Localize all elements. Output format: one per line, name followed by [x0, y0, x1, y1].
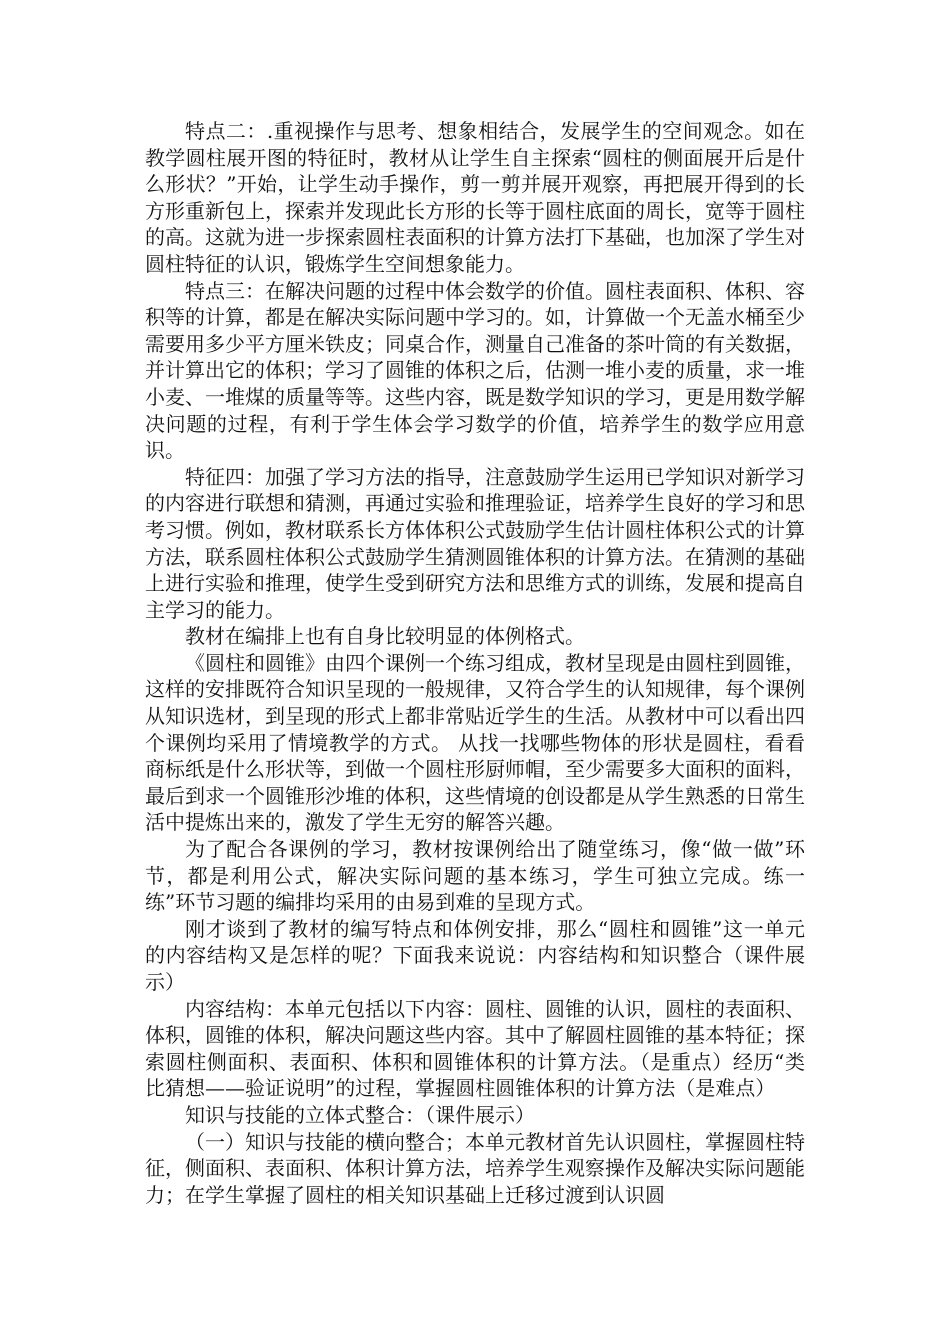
paragraph-integration-heading: 知识与技能的立体式整合：（课件展示） — [185, 1102, 535, 1127]
paragraph-lesson-structure: 《圆柱和圆锥》由四个课例一个练习组成，教材呈现是由圆柱到圆锥，这样的安排既符合知识呈现的一般规律，又符合学生的认知规律，每个课例从知识选材，到呈现的形式上都非常贴近学生的生活。从教材中可以看出四个课例均采用了情境教学的方式。 从找一找哪些物体的形状是圆柱，看看商标纸是什么形状等，到做一个圆柱形厨师帽，至少需要多大面积的面料，最后到求一个圆锥形沙堆的体积，这些情境的创设都是从学生熟悉的日常生活中提炼出来的，激发了学生无穷的解答兴趣。 — [145, 650, 805, 835]
document-page — [145, 118, 805, 1208]
paragraph-layout-format: 教材在编排上也有自身比较明显的体例格式。 — [185, 624, 585, 649]
paragraph-transition: 刚才谈到了教材的编写特点和体例安排，那么“圆柱和圆锥”这一单元的内容结构又是怎样的呢？下面我来说说：内容结构和知识整合（课件展示） — [145, 916, 805, 994]
paragraph-feature-three: 特点三：在解决问题的过程中体会数学的价值。圆柱表面积、体积、容积等的计算，都是在解决实际问题中学习的。如，计算做一个无盖水桶至少需要用多少平方厘米铁皮；同桌合作，测量自己准备的茶叶筒的有关数据，并计算出它的体积；学习了圆锥的体积之后，估测一堆小麦的质量，求一堆小麦、一堆煤的质量等等。这些内容，既是数学知识的学习，更是用数学解决问题的过程，有利于学生体会学习数学的价值，培养学生的数学应用意识。 — [145, 278, 805, 463]
paragraph-feature-four: 特征四：加强了学习方法的指导，注意鼓励学生运用已学知识对新学习的内容进行联想和猜测，再通过实验和推理验证，培养学生良好的学习和思考习惯。例如，教材联系长方体体积公式鼓励学生估计圆柱体积公式的计算方法，联系圆柱体积公式鼓励学生猜测圆锥体积的计算方法。在猜测的基础上进行实验和推理，使学生受到研究方法和思维方式的训练，发展和提高自主学习的能力。 — [145, 464, 805, 622]
paragraph-feature-two: 特点二：.重视操作与思考、想象相结合，发展学生的空间观念。如在教学圆柱展开图的特征时，教材从让学生自主探索“圆柱的侧面展开后是什么形状？”开始，让学生动手操作，剪一剪并展开观察，再把展开得到的长方形重新包上，探索并发现此长方形的长等于圆柱底面的周长，宽等于圆柱的高。这就为进一步探索圆柱表面积的计算方法打下基础，也加深了学生对圆柱特征的认识，锻炼学生空间想象能力。 — [145, 119, 805, 276]
paragraph-horizontal-integration: （一）知识与技能的横向整合；本单元教材首先认识圆柱，掌握圆柱特征，侧面积、表面积、体积计算方法，培养学生观察操作及解决实际问题能力；在学生掌握了圆柱的相关知识基础上迁移过渡到认识圆 — [145, 1129, 805, 1207]
paragraph-practice: 为了配合各课例的学习，教材按课例给出了随堂练习，像“做一做”环节，都是利用公式，解决实际问题的基本练习，学生可独立完成。练一练”环节习题的编排均采用的由易到难的呈现方式。 — [145, 837, 805, 915]
paragraph-content-structure: 内容结构：本单元包括以下内容：圆柱、圆锥的认识，圆柱的表面积、体积，圆锥的体积，解决问题这些内容。其中了解圆柱圆锥的基本特征；探索圆柱侧面积、表面积、体积和圆锥体积的计算方法。（是重点）经历“类比猜想——验证说明”的过程，掌握圆柱圆锥体积的计算方法（是难点） — [145, 996, 805, 1101]
